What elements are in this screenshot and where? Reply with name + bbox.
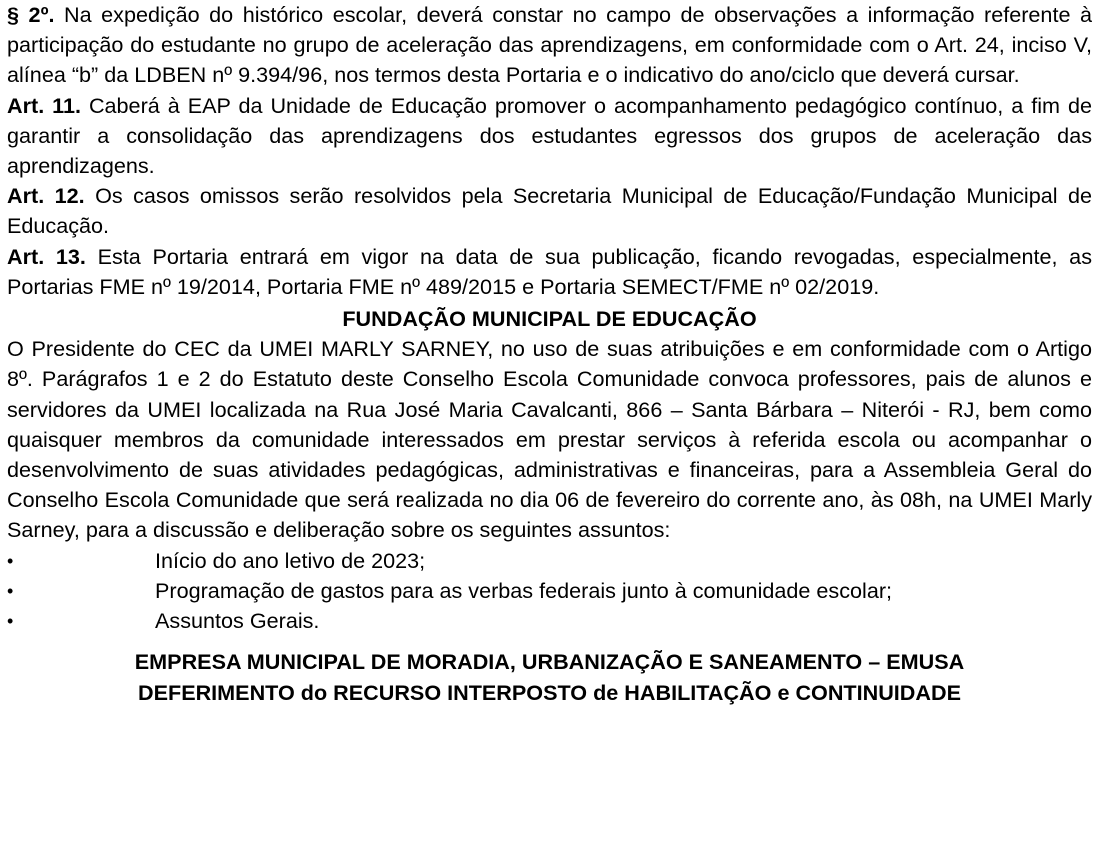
paragraph-label: § 2º. bbox=[7, 2, 55, 27]
list-item-text: Assuntos Gerais. bbox=[155, 608, 320, 634]
article-text: Os casos omissos serão resolvidos pela Secretaria Municipal de Educação/Fundação Municipal de Educação. bbox=[7, 183, 1092, 239]
article-text: Esta Portaria entrará em vigor na data de sua publicação, ficando revogadas, especialmente, as Portarias FME nº 19/2014, Portaria FME nº 489/2015 e Portaria SEMECT/FME nº 02/2019. bbox=[7, 243, 1092, 299]
bullet-icon: • bbox=[7, 611, 14, 632]
agenda-list bbox=[7, 546, 1092, 637]
document-page bbox=[7, 0, 1092, 708]
article-text: Caberá à EAP da Unidade de Educação promover o acompanhamento pedagógico contínuo, a fim de garantir a consolidação das aprendizagens dos estudantes egressos dos grupos de aceleração das aprendizagens. bbox=[7, 92, 1092, 179]
article-13 bbox=[7, 242, 1092, 302]
list-item bbox=[7, 576, 1092, 606]
article-label: Art. 12. bbox=[7, 183, 85, 209]
bullet-icon: • bbox=[7, 580, 14, 601]
footer-heading bbox=[7, 646, 1092, 708]
list-item bbox=[7, 606, 1092, 636]
article-11 bbox=[7, 91, 1092, 182]
list-item bbox=[7, 546, 1092, 576]
article-label: Art. 11. bbox=[7, 92, 81, 118]
paragraph-2 bbox=[7, 0, 1092, 91]
convocation-paragraph: O Presidente do CEC da UMEI MARLY SARNEY, no uso de suas atribuições e em conformidade com o Artigo 8º. Parágrafos 1 e 2 do Estatuto deste Conselho Escola Comunidade convoca professores, pais de alunos e servidores da UMEI localizada na Rua José Maria Cavalcanti, 866 – Santa Bárbara – Niterói - RJ, bem como quaisquer membros da comunidade interessados em prestar serviços à referida escola ou acompanhar o desenvolvimento de suas atividades pedagógicas, administrativas e financeiras, para a Assembleia Geral do Conselho Escola Comunidade que será realizada no dia 06 de fevereiro do corrente ano, às 08h, na UMEI Marly Sarney, para a discussão e deliberação sobre os seguintes assuntos: bbox=[7, 336, 1092, 543]
article-label: Art. 13. bbox=[7, 243, 86, 269]
bullet-icon: • bbox=[7, 550, 14, 571]
list-item-text: Início do ano letivo de 2023; bbox=[155, 547, 426, 573]
paragraph-text: Na expedição do histórico escolar, deverá constar no campo de observações a informação referente à participação do estudante no grupo de aceleração das aprendizagens, em conformidade com o Art. 24, inciso V, alínea “b” da LDBEN nº 9.394/96, nos termos desta Portaria e o indicativo do ano/ciclo que deverá cursar. bbox=[7, 2, 1093, 88]
footer-line-1: EMPRESA MUNICIPAL DE MORADIA, URBANIZAÇÃO E SANEAMENTO – EMUSA bbox=[134, 649, 965, 675]
article-12 bbox=[7, 181, 1092, 241]
footer-line-2: DEFERIMENTO do RECURSO INTERPOSTO de HABILITAÇÃO e CONTINUIDADE bbox=[138, 680, 961, 706]
section-title: FUNDAÇÃO MUNICIPAL DE EDUCAÇÃO bbox=[342, 306, 757, 332]
list-item-text: Programação de gastos para as verbas federais junto à comunidade escolar; bbox=[155, 577, 893, 603]
